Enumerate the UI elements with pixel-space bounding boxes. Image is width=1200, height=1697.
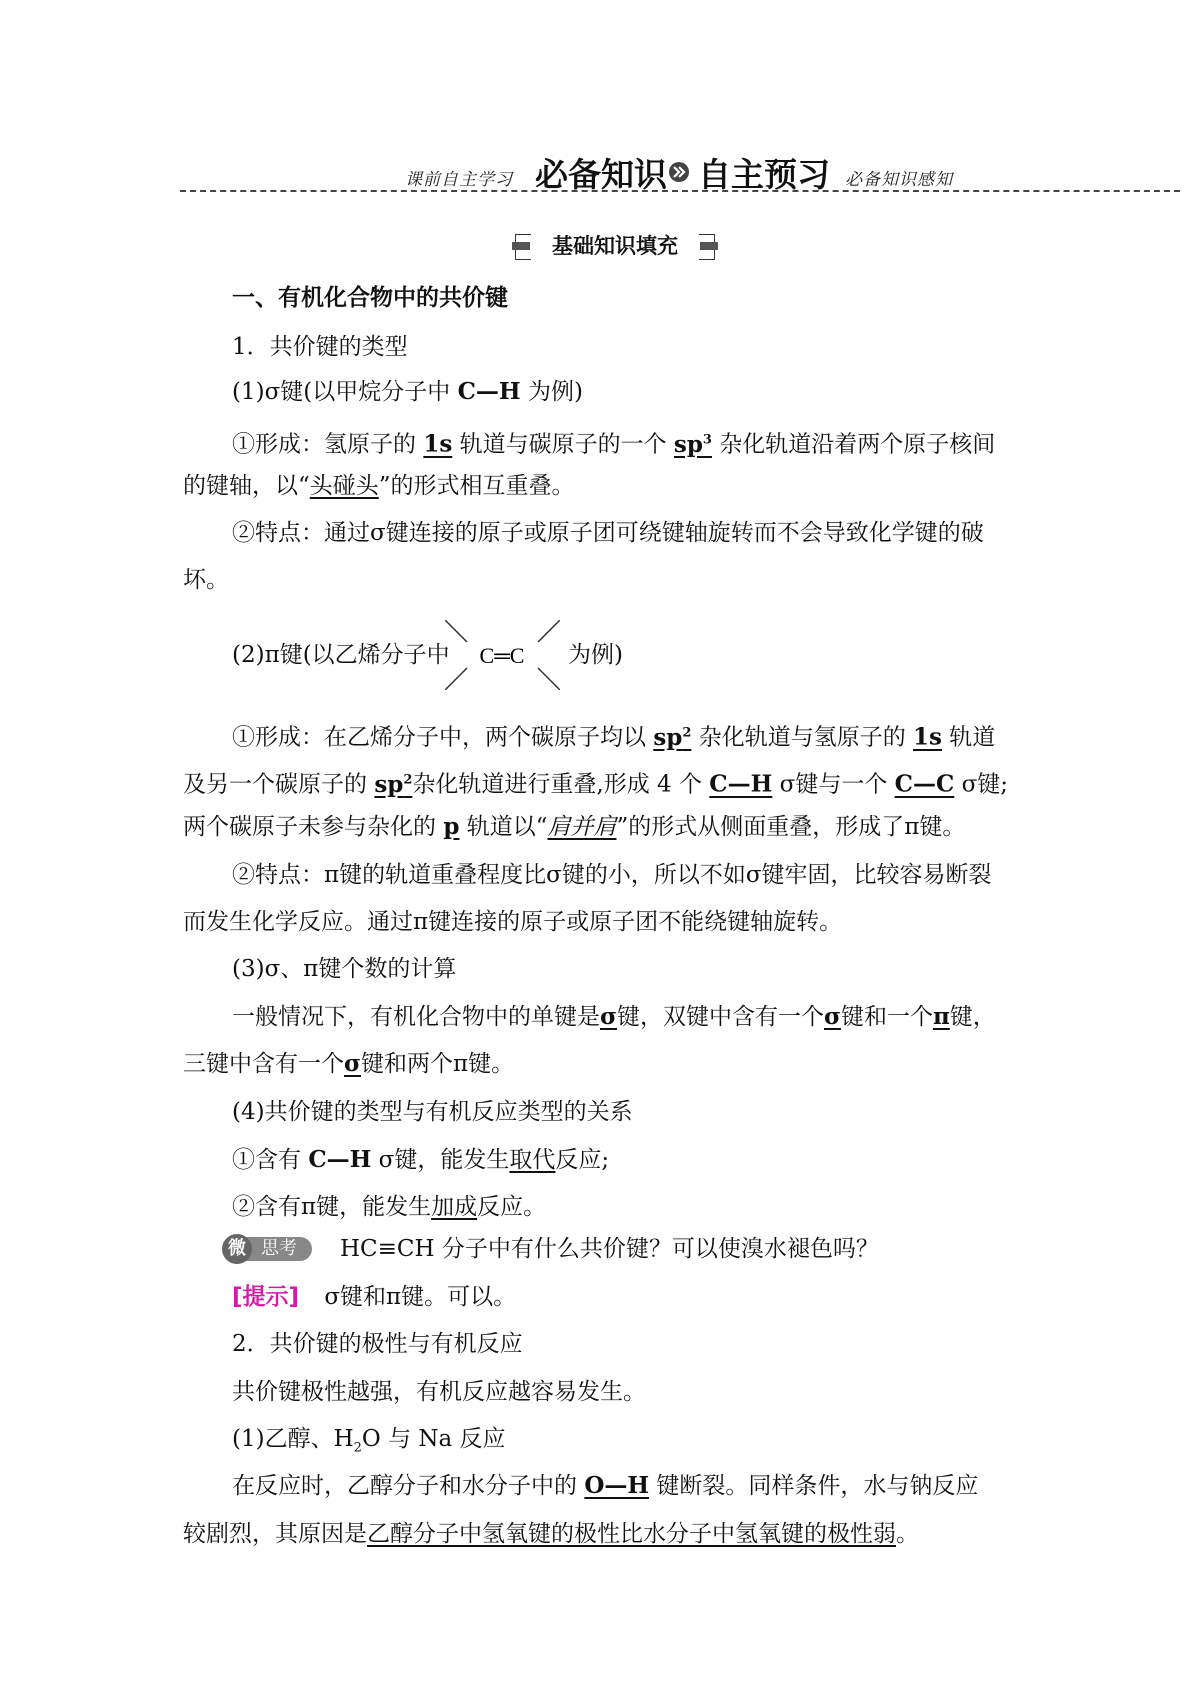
text-span: ”的形式相互重叠。 [378,473,575,499]
text-span: 键和两个π键。 [360,1051,515,1077]
pi-title-b: 为例) [568,642,623,668]
text-span: ①形成：在乙烯分子中，两个碳原子均以 [232,724,646,751]
blank-base: sp [673,430,703,458]
text-span: ①含有 [232,1147,301,1173]
blank-answer: 取代 [509,1147,556,1173]
ethylene-structure-diagram [445,620,560,690]
sigma-formation-line1 [232,425,995,460]
hint-label: [提示] [232,1284,300,1310]
blank-base: sp [653,723,683,751]
blank-answer: p [443,813,460,840]
blank-answer [374,771,412,798]
blank-answer: 1s [423,430,453,458]
blank-answer: 乙醇分子中氢氧键的极性比水分子中氢氧键的极性弱 [367,1521,896,1547]
blank-answer: σ [823,1003,841,1030]
section-title-box [515,228,715,264]
superscript: 2 [403,772,413,787]
blank-answer: σ [344,1050,361,1077]
text-span: O 与 Na 反应 [361,1426,506,1452]
text-span: ②含有π键，能发生 [232,1194,432,1220]
think-badge-icon: 微 [222,1234,252,1264]
count-title: (3)σ、π键个数的计算 [232,956,457,982]
header-right-label: 必备知识感知 [845,170,953,190]
blank-base: sp [374,770,404,798]
count-line2 [183,1049,514,1079]
count-line1 [232,1002,996,1032]
text-span: 键，双键中含有一个 [616,1004,824,1030]
bond-label: C—H [308,1146,372,1173]
header-title-main: 必备知识 [535,155,667,194]
text-span: 的键轴，以“ [183,473,310,499]
text-span: 。 [896,1521,919,1547]
blank-answer [653,724,691,751]
pi-feature-line2: 而发生化学反应。通过π键连接的原子或原子团不能绕键轴旋转。 [183,909,843,935]
relation-title: (4)共价键的类型与有机反应类型的关系 [232,1099,633,1125]
text-span: 杂化轨道沿着两个原子核间 [719,431,996,458]
sigma-feature-line2: 坏。 [183,567,229,593]
blank-answer: C—H [709,770,773,798]
text-span: 两个碳原子未参与杂化的 [183,814,436,840]
ethanol-line2 [183,1519,919,1549]
pi-feature-line1: ②特点：π键的轨道重叠程度比σ键的小，所以不如σ键牢固，比较容易断裂 [232,862,992,888]
blank-answer: 头碰头 [309,473,379,499]
hint-text: σ键和π键。可以。 [324,1284,517,1310]
text-span: 轨道 [949,724,996,751]
text-span: 轨道以“ [466,814,548,840]
heading-covalent-bonds: 一、有机化合物中的共价键 [232,285,508,311]
sigma-title-b: 为例) [527,379,583,405]
blank-answer: σ [600,1003,617,1030]
text-span: σ键; [961,771,1009,798]
blank-answer: 加成 [431,1194,478,1220]
blank-answer: O—H [584,1472,650,1499]
text-span: σ键，能发生 [378,1147,510,1173]
text-span: 反应; [555,1147,610,1173]
blank-answer [674,431,712,458]
text-span: (1)乙醇、H [232,1426,354,1452]
page-header [180,145,1180,195]
blank-answer: C—C [894,770,955,798]
sigma-formation-line2 [183,471,575,501]
polarity-intro: 共价键极性越强，有机反应越容易发生。 [232,1379,646,1405]
think-badge [222,1234,317,1262]
section-title: 基础知识填充 [531,228,699,264]
text-span: 在反应时，乙醇分子和水分子中的 [232,1473,577,1499]
text-span: ”的形式从侧面重叠，形成了π键。 [616,814,966,840]
ethanol-line1 [232,1471,978,1501]
blank-answer: 1s [913,723,942,751]
text-span: 及另一个碳原子的 [183,771,367,798]
text-span: 三键中含有一个 [183,1051,344,1077]
ribbon-left [512,242,530,250]
text-span: 杂化轨道与氢原子的 [698,724,906,751]
text-span: 杂化轨道进行重叠,形成 4 个 [412,771,702,798]
blank-answer: 肩并肩 [547,814,617,840]
text-span: 一般情况下，有机化合物中的单键是 [232,1004,600,1030]
superscript: 3 [702,432,712,447]
subheading-polarity: 2．共价键的极性与有机反应 [232,1331,523,1357]
sigma-title [232,377,583,407]
pi-title-a: (2)π键(以乙烯分子中 [232,642,450,668]
text-span: 键， [949,1004,996,1030]
subscript: 2 [353,1440,362,1456]
blank-answer: π [932,1003,950,1030]
pi-formation-line3 [183,812,965,842]
sigma-feature-line1: ②特点：通过σ键连接的原子或原子团可绕键轴旋转而不会导致化学键的破 [232,520,984,546]
superscript: 2 [682,725,692,740]
text-span: 轨道与碳原子的一个 [459,431,667,458]
text-span: ①形成：氢原子的 [232,431,416,458]
sigma-title-a: (1)σ键(以甲烷分子中 [232,379,451,405]
text-span: σ键与一个 [779,771,888,798]
hint-line [232,1282,516,1312]
pi-formation-line1 [232,718,995,753]
think-question: HC≡CH 分子中有什么共价键？可以使溴水褪色吗？ [340,1236,879,1262]
header-divider [180,190,1180,192]
text-span: 反应。 [477,1194,547,1220]
text-span: 键断裂。同样条件，水与钠反应 [656,1473,979,1499]
subheading-bond-types: 1．共价键的类型 [232,334,408,360]
relation-line1 [232,1145,609,1175]
sigma-title-bond: C—H [457,378,521,405]
header-left-label: 课前自主学习 [405,170,513,190]
relation-line2 [232,1192,546,1222]
text-span: 较剧烈，其原因是 [183,1521,367,1547]
text-span: 键和一个 [840,1004,933,1030]
pi-formation-line2 [183,765,1008,800]
double-chevron-icon [668,161,690,183]
ethanol-title [232,1424,506,1464]
header-title-sub: 自主预习 [698,155,830,194]
ribbon-right [700,242,718,250]
think-badge-label: 思考 [246,1237,312,1261]
formula-text: C═C [479,643,525,668]
